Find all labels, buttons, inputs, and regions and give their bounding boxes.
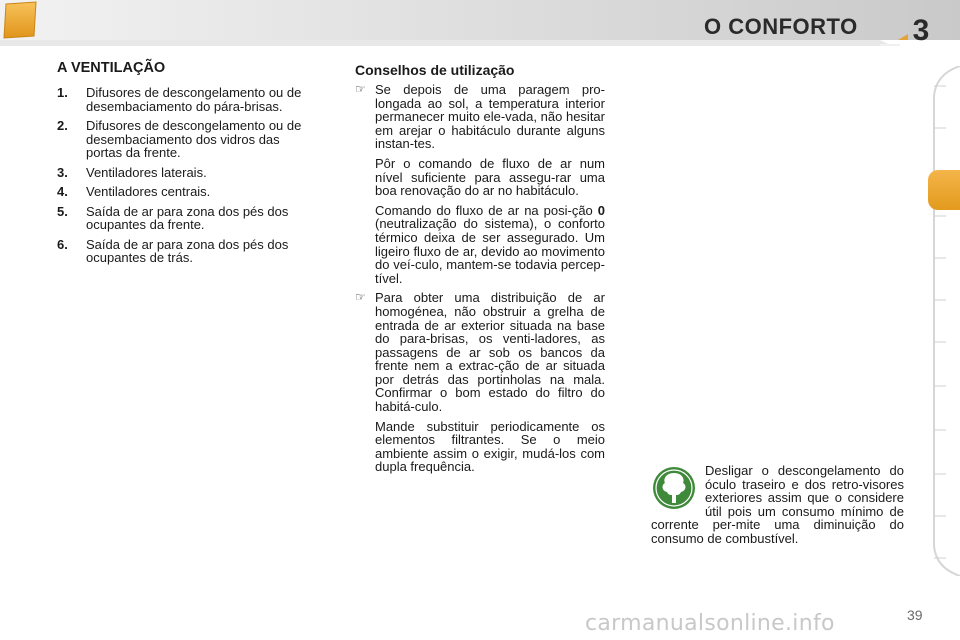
item-text: Ventiladores centrais.	[86, 184, 211, 199]
tip-text: Comando do fluxo de ar na posi-ção	[375, 202, 598, 218]
item-number: 3.	[57, 164, 68, 180]
chapter-badge	[0, 0, 40, 40]
tip-paragraph: Para obter uma distribuição de ar homogénea, não obstruir a grelha de entrada de ar exterior situada na base do para-brisas, os venti-ladores, as passagens de ar sob os bancos da frente nem a extrac-ção de ar situada por detrás das portinholas na mala. Confirmar o bom estado do filtro do habitá-culo.	[375, 290, 605, 415]
list-item	[57, 86, 307, 113]
item-number: 6.	[57, 236, 68, 252]
pointing-hand-icon: ☞	[355, 82, 366, 96]
pointing-hand-icon: ☞	[355, 290, 366, 305]
ventilation-list	[57, 86, 307, 271]
item-number: 1.	[57, 85, 68, 100]
tip-paragraph	[375, 204, 605, 286]
tips-section	[355, 83, 605, 480]
eco-note-text: Desligar o descongelamento do óculo traseiro e dos retro-visores exteriores assim que o considere útil pois um consumo mínimo de corrente per-mite uma diminuição do consumo de combustível.	[651, 463, 904, 546]
tip-position-value: 0	[597, 202, 605, 218]
chapter-tab-strip	[926, 66, 960, 576]
tip-paragraph: Mande substituir periodicamente os elementos filtrantes. Se o meio ambiente assim o exigir, mudá-los com dupla frequência.	[375, 418, 605, 475]
tree-icon	[652, 466, 696, 510]
chapter-title: O CONFORTO	[704, 14, 858, 39]
watermark: carmanualsonline.info	[585, 611, 835, 636]
item-text: Difusores de descongelamento ou de desembaciamento dos vidros das portas da frente.	[86, 118, 302, 160]
item-number: 2.	[57, 118, 68, 133]
list-item	[57, 205, 307, 232]
item-text: Difusores de descongelamento ou de desembaciamento do pára-brisas.	[86, 85, 302, 114]
tip-paragraph: Pôr o comando de fluxo de ar num nível suficiente para assegu-rar uma boa renovação do ar no habitáculo.	[375, 155, 605, 199]
tip-paragraph: Se depois de uma paragem pro-longada ao sol, a temperatura interior permanecer muito ele-vada, não hesitar em arejar o habitáculo durante alguns instan-tes.	[375, 82, 605, 152]
chapter-header	[0, 0, 960, 48]
tip-block	[355, 83, 605, 285]
section-title: A VENTILAÇÃO	[57, 60, 166, 76]
item-text: Ventiladores laterais.	[86, 164, 207, 180]
item-text: Saída de ar para zona dos pés dos ocupantes da frente.	[86, 203, 289, 232]
tips-title: Conselhos de utilização	[355, 62, 515, 78]
list-item	[57, 185, 307, 199]
item-text: Saída de ar para zona dos pés dos ocupantes de trás.	[86, 236, 289, 265]
item-number: 4.	[57, 184, 68, 199]
tip-text: (neutralização do sistema), o conforto térmico deixa de ser assegurado. Um ligeiro fluxo de ar, devido ao movimento do veí-culo, mantem-se todavia percep-tível.	[375, 216, 605, 286]
tip-block	[355, 291, 605, 474]
item-number: 5.	[57, 203, 68, 219]
list-item	[57, 166, 307, 180]
chapter-tab-active[interactable]	[928, 170, 960, 210]
page-number: 39	[907, 607, 923, 623]
list-item	[57, 238, 307, 265]
list-item	[57, 119, 307, 160]
chapter-number: 3	[912, 14, 930, 47]
